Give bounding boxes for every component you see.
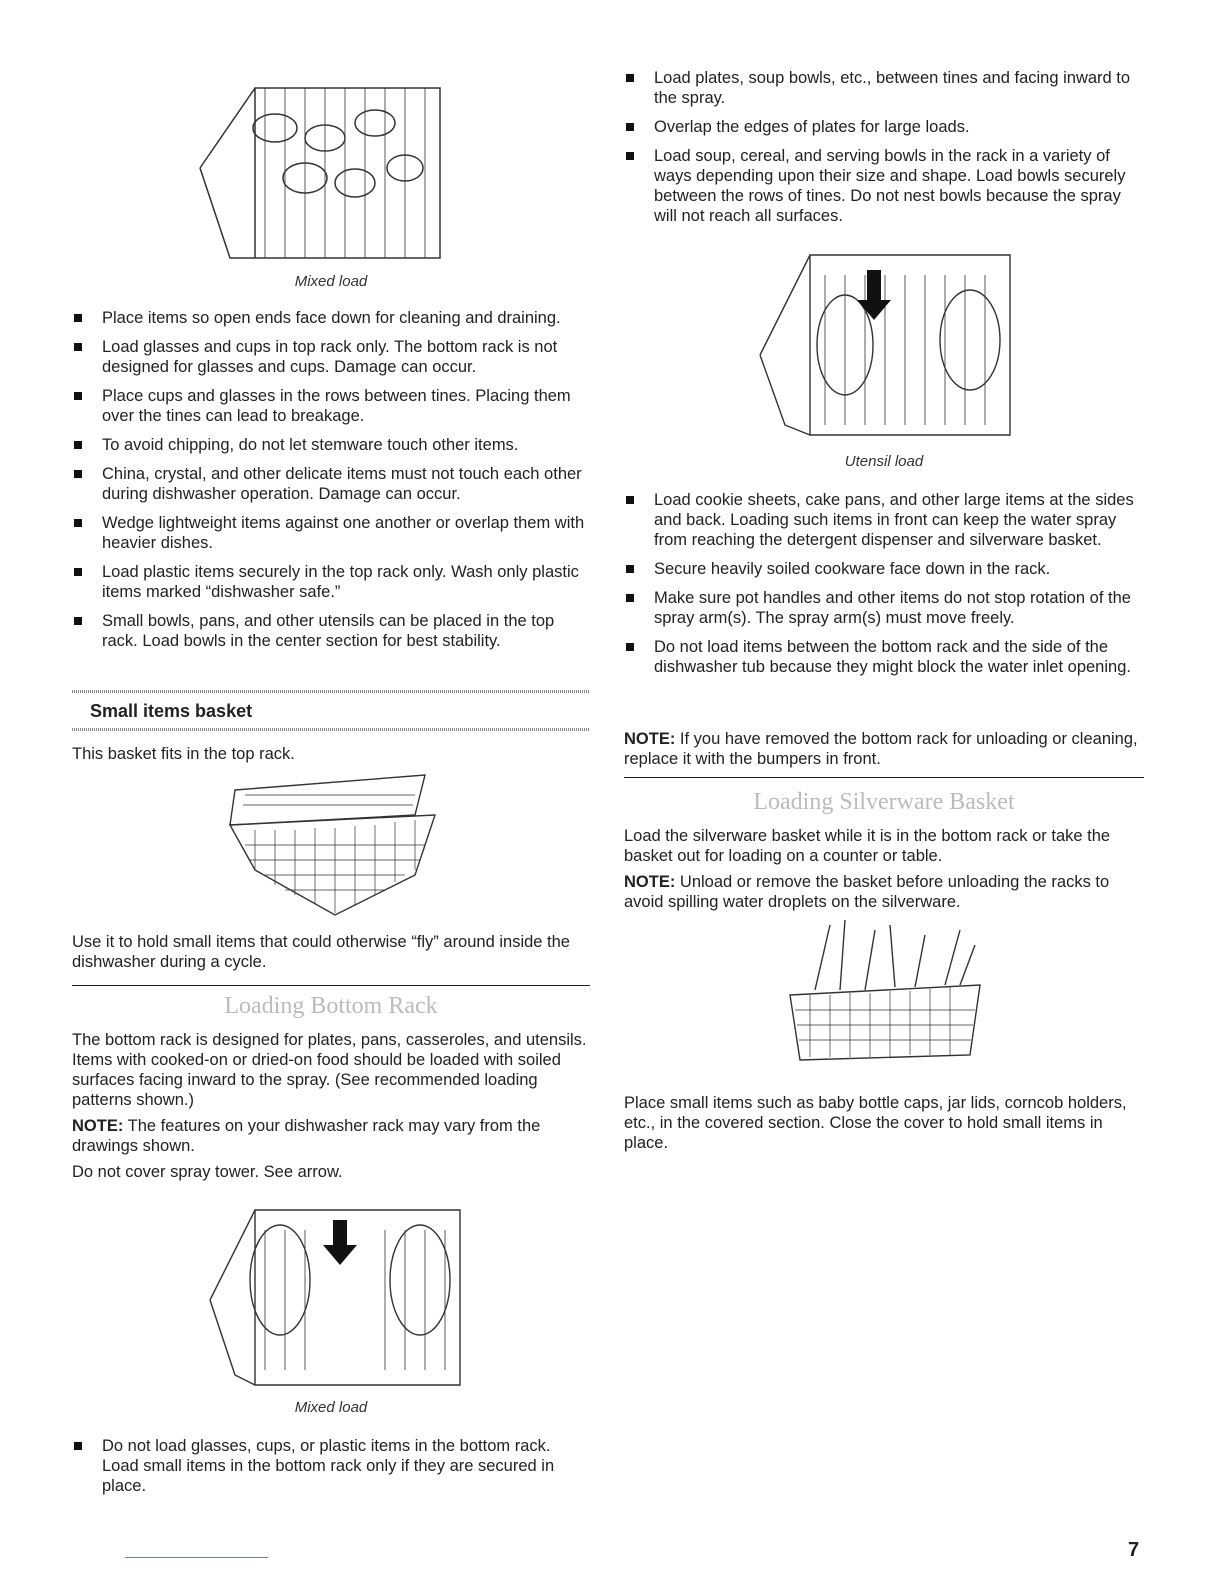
- bottom-rack-bullets: [72, 1436, 590, 1505]
- list-item: [72, 337, 590, 377]
- small-basket-usage-text: Use it to hold small items that could otherwise “fly” around inside the dishwasher during a cycle.: [72, 933, 570, 971]
- section-divider: [72, 985, 590, 986]
- list-item: [624, 68, 1144, 108]
- bullet-icon: [74, 568, 82, 576]
- list-item: [72, 435, 590, 455]
- list-item: [624, 559, 1144, 579]
- note-text: Unload or remove the basket before unloading the racks to avoid spilling water droplets on the silverware.: [624, 873, 1110, 911]
- list-item-text: Place cups and glasses in the rows between tines. Placing them over the tines can lead to breakage.: [102, 387, 571, 425]
- dotted-divider: [72, 690, 590, 693]
- loading-bottom-rack-heading: Loading Bottom Rack: [224, 993, 438, 1019]
- list-item: [624, 588, 1144, 628]
- bottom-rack-section: [72, 1030, 590, 1188]
- note-text: If you have removed the bottom rack for unloading or cleaning, replace it with the bumpers in front.: [624, 730, 1138, 768]
- small-basket-text: This basket fits in the top rack.: [72, 745, 295, 763]
- loading-silverware-basket-heading: Loading Silverware Basket: [753, 789, 1015, 815]
- list-item: [624, 637, 1144, 677]
- bullet-icon: [626, 565, 634, 573]
- list-item: [72, 1436, 590, 1496]
- bottom-rack-paragraph: The bottom rack is designed for plates, pans, casseroles, and utensils. Items with cooked-on or dried-on food should be loaded with soiled surfaces facing inward to the spray. (See recommended loading patterns shown.): [72, 1031, 587, 1109]
- note-text: The features on your dishwasher rack may vary from the drawings shown.: [72, 1117, 541, 1155]
- list-item: [624, 117, 1144, 137]
- list-item-text: Load plastic items securely in the top rack only. Wash only plastic items marked “dishwasher safe.”: [102, 563, 579, 601]
- note-label: NOTE:: [624, 873, 676, 891]
- caption-utensil-load: Utensil load: [844, 453, 924, 470]
- list-item-text: China, crystal, and other delicate items must not touch each other during dishwasher operation. Damage can occur.: [102, 465, 582, 503]
- list-item-text: Small bowls, pans, and other utensils can be placed in the top rack. Load bowls in the center section for best stability.: [102, 612, 555, 650]
- list-item: [72, 386, 590, 426]
- bottom-rack-mixed-load-illustration: [205, 1200, 467, 1392]
- large-items-bullets: [624, 490, 1144, 686]
- footer-line: [125, 1557, 268, 1558]
- list-item: [72, 562, 590, 602]
- note-label: NOTE:: [72, 1117, 124, 1135]
- list-item-text: Load soup, cereal, and serving bowls in the rack in a variety of ways depending upon their size and shape. Load bowls securely between the rows of tines. Do not nest bowls because the spray will not reach all surfaces.: [654, 147, 1126, 225]
- caption-top-mixed-load: Mixed load: [294, 273, 368, 290]
- section-divider: [624, 777, 1144, 778]
- list-item-text: Wedge lightweight items against one another or overlap them with heavier dishes.: [102, 514, 585, 552]
- list-item: [624, 146, 1144, 226]
- list-item: [72, 308, 590, 328]
- list-item: [72, 464, 590, 504]
- bullet-icon: [74, 392, 82, 400]
- bottom-rack-note: [72, 1116, 590, 1156]
- list-item-text: To avoid chipping, do not let stemware touch other items.: [102, 436, 519, 454]
- top-rack-mixed-load-illustration: [195, 78, 445, 273]
- list-item-text: Load glasses and cups in top rack only. The bottom rack is not designed for glasses and cups. Damage can occur.: [102, 338, 558, 376]
- silverware-paragraph: Load the silverware basket while it is in the bottom rack or take the basket out for loading on a counter or table.: [624, 827, 1111, 865]
- page-number: 7: [1128, 1539, 1140, 1561]
- silverware-section: [624, 826, 1144, 918]
- silverware-small-items-text: Place small items such as baby bottle caps, jar lids, corncob holders, etc., in the covered section. Close the cover to hold small items in place.: [624, 1094, 1127, 1152]
- bullet-icon: [74, 343, 82, 351]
- bullet-icon: [626, 123, 634, 131]
- bullet-icon: [626, 594, 634, 602]
- utensil-load-illustration: [755, 245, 1017, 445]
- top-rack-bullets: [72, 308, 590, 660]
- bullet-icon: [74, 470, 82, 478]
- list-item-text: Secure heavily soiled cookware face down in the rack.: [654, 560, 1051, 578]
- bullet-icon: [626, 643, 634, 651]
- bullet-icon: [74, 519, 82, 527]
- bullet-icon: [74, 1442, 82, 1450]
- small-items-basket-heading: Small items basket: [90, 701, 253, 721]
- dotted-divider: [72, 728, 590, 731]
- small-items-basket-illustration: [225, 770, 443, 918]
- list-item-text: Do not load items between the bottom rack and the side of the dishwasher tub because they might block the water inlet opening.: [654, 638, 1131, 676]
- silverware-note: [624, 872, 1144, 912]
- bullet-icon: [626, 74, 634, 82]
- bullet-icon: [74, 441, 82, 449]
- list-item: [624, 490, 1144, 550]
- bullet-icon: [626, 152, 634, 160]
- list-item-text: Overlap the edges of plates for large loads.: [654, 118, 970, 136]
- note-label: NOTE:: [624, 730, 676, 748]
- list-item-text: Load plates, soup bowls, etc., between tines and facing inward to the spray.: [654, 69, 1131, 107]
- bullet-icon: [74, 314, 82, 322]
- caption-bottom-mixed-load: Mixed load: [294, 1399, 368, 1416]
- list-item: [72, 611, 590, 651]
- silverware-basket-illustration: [785, 915, 985, 1067]
- list-item: [72, 513, 590, 553]
- list-item-text: Place items so open ends face down for cleaning and draining.: [102, 309, 561, 327]
- bottom-rack-removed-note: [624, 729, 1144, 769]
- bullet-icon: [74, 617, 82, 625]
- plates-bullets: [624, 68, 1144, 235]
- bullet-icon: [626, 496, 634, 504]
- spray-tower-text: Do not cover spray tower. See arrow.: [72, 1163, 343, 1181]
- list-item-text: Do not load glasses, cups, or plastic items in the bottom rack. Load small items in the bottom rack only if they are secured in place.: [102, 1437, 555, 1495]
- list-item-text: Make sure pot handles and other items do not stop rotation of the spray arm(s). The spray arm(s) must move freely.: [654, 589, 1131, 627]
- list-item-text: Load cookie sheets, cake pans, and other large items at the sides and back. Loading such items in front can keep the water spray from reaching the detergent dispenser and silverware basket.: [654, 491, 1134, 549]
